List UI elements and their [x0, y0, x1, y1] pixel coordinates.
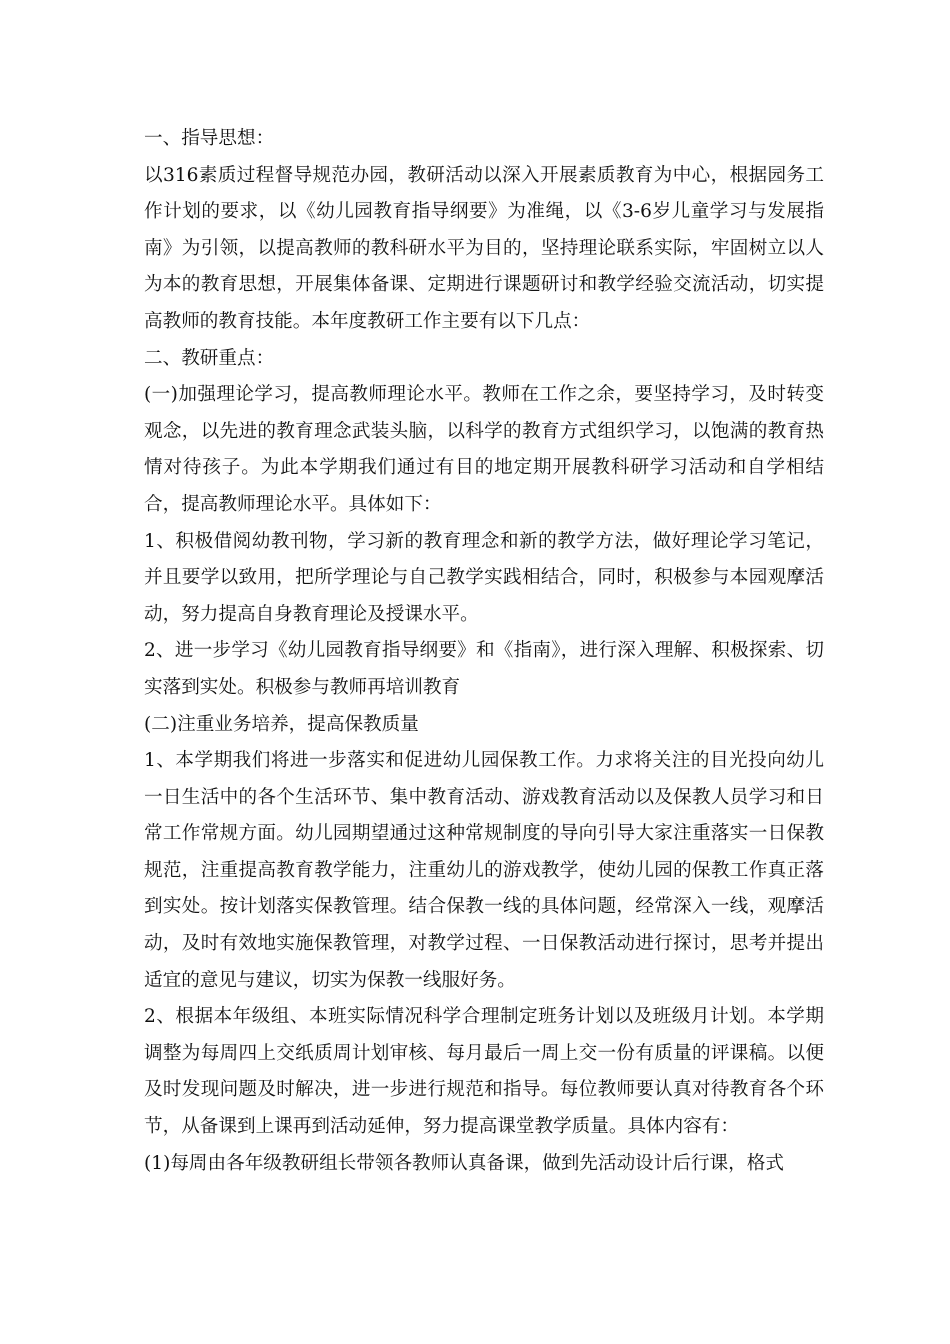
paragraph-guiding-thought: 以316素质过程督导规范办园，教研活动以深入开展素质教育为中心，根据园务工作计划的要求，以《幼儿园教育指导纲要》为准绳，以《3-6岁儿童学习与发展指南》为引领，以提高教师的教科研水平为目的，坚持理论联系实际，牢固树立以人为本的教育思想，开展集体备课、定期进行课题研讨和教学经验交流活动，切实提高教师的教育技能。本年度教研工作主要有以下几点： — [144, 164, 824, 332]
heading-research-focus: 二、教研重点： — [144, 347, 275, 369]
paragraph-item-1-care-education: 1、本学期我们将进一步落实和促进幼儿园保教工作。力求将关注的目光投向幼儿一日生活中的各个生活环节、集中教育活动、游戏教育活动以及保教人员学习和日常工作常规方面。幼儿园期望通过这种常规制度的导向引导大家注重落实一日保教规范，注重提高教育教学能力，注重幼儿的游戏教学，使幼儿园的保教工作真正落到实处。按计划落实保教管理。结合保教一线的具体问题，经常深入一线，观摩活动，及时有效地实施保教管理，对教学过程、一日保教活动进行探讨，思考并提出适宜的意见与建议，切实为保教一线服好务。 — [144, 750, 824, 991]
heading-business-training: (二)注重业务培养，提高保教质量 — [144, 713, 419, 735]
heading-guiding-thought: 一、指导思想： — [144, 128, 275, 149]
paragraph-theory-study: (一)加强理论学习，提高教师理论水平。教师在工作之余，要坚持学习，及时转变观念，以先进的教育理念武装头脑，以科学的教育方式组织学习，以饱满的教育热情对待孩子。为此本学期我们通过有目的地定期开展教科研学习活动和自学相结合，提高教师理论水平。具体如下： — [144, 384, 824, 515]
paragraph-item-1-reading: 1、积极借阅幼教刊物，学习新的教育理念和新的教学方法，做好理论学习笔记，并且要学以致用，把所学理论与自己教学实践相结合，同时，积极参与本园观摩活动，努力提高自身教育理论及授课水平。 — [144, 530, 824, 625]
paragraph-item-2-guidelines: 2、进一步学习《幼儿园教育指导纲要》和《指南》，进行深入理解、积极探索、切实落到实处。积极参与教师再培训教育 — [144, 640, 824, 698]
document-body — [144, 121, 824, 1182]
paragraph-item-2-class-plans: 2、根据本年级组、本班实际情况科学合理制定班务计划以及班级月计划。本学期调整为每周四上交纸质周计划审核、每月最后一周上交一份有质量的评课稿。以便及时发现问题及时解决，进一步进行规范和指导。每位教师要认真对待教育各个环节，从备课到上课再到活动延伸，努力提高课堂教学质量。具体内容有： — [144, 1006, 824, 1138]
paragraph-subitem-1-lesson-prep: (1)每周由各年级教研组长带领各教师认真备课，做到先活动设计后行课，格式 — [144, 1152, 784, 1174]
